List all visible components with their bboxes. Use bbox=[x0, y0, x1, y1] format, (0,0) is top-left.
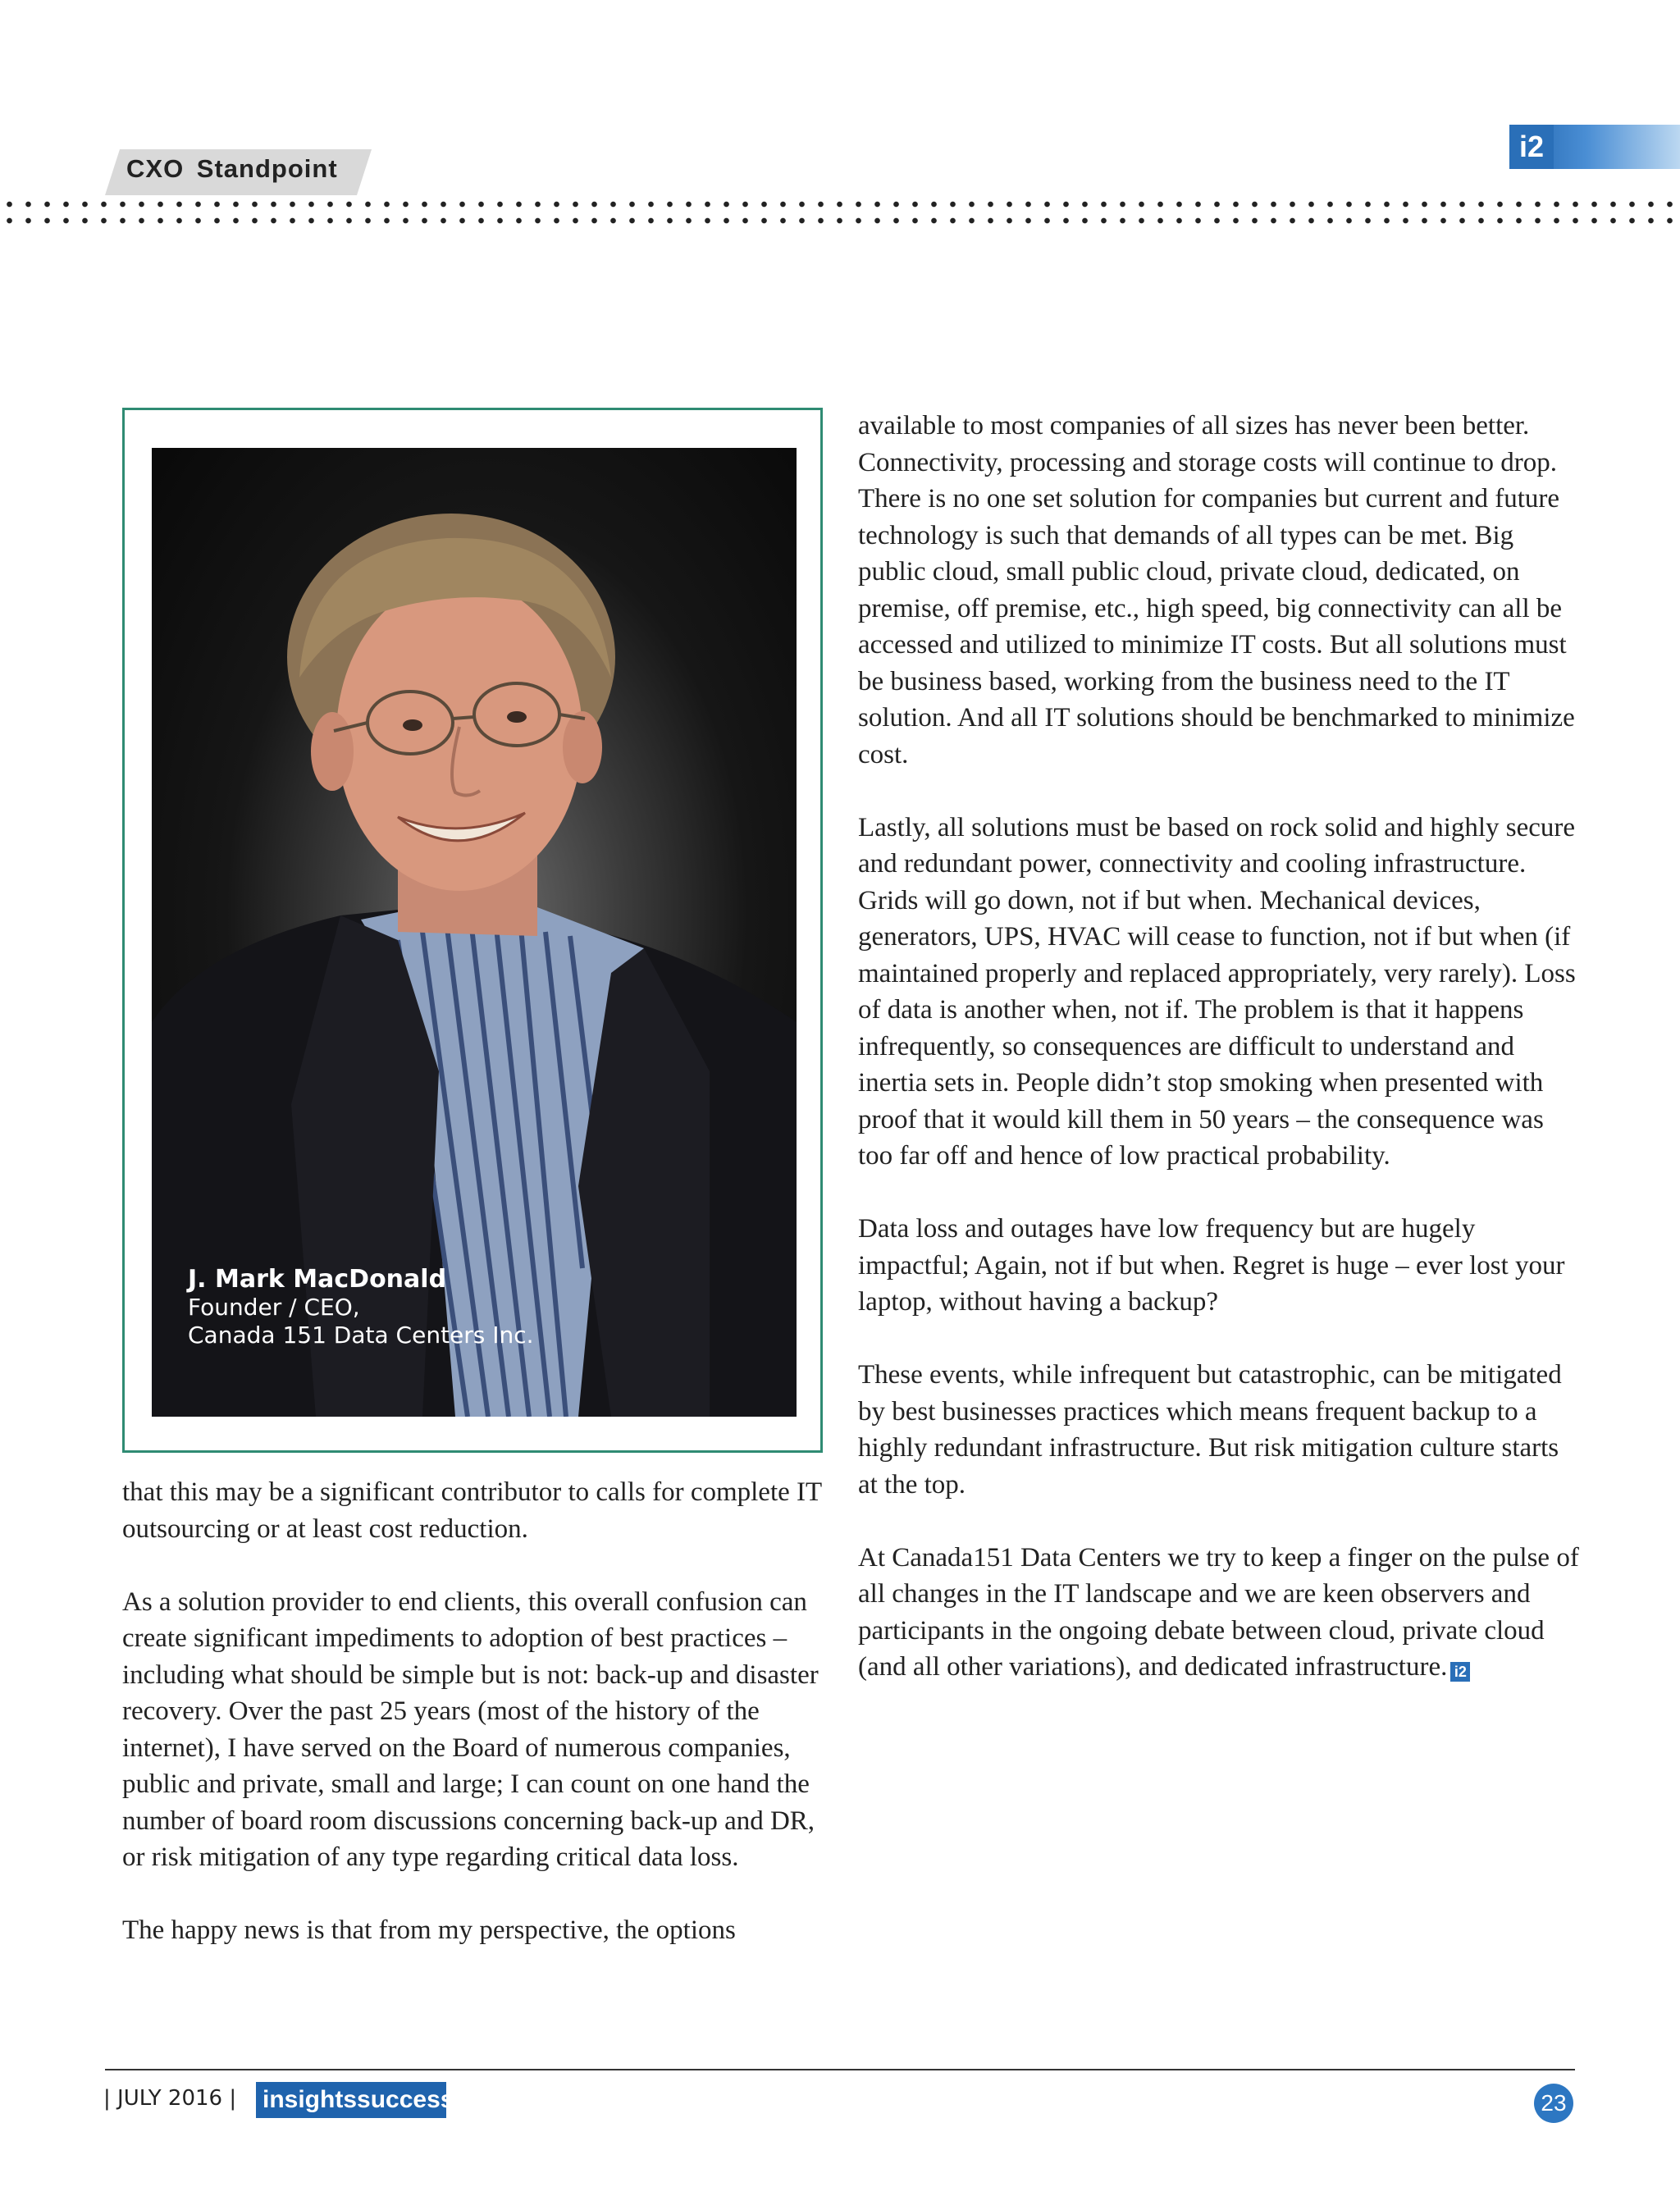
section-label: CXO Standpoint bbox=[126, 154, 338, 183]
article-paragraph: Lastly, all solutions must be based on rock solid and highly secure and redundant power, connectivity and cooling infrastructure. Grids will go down, not if but when. Mechanical devices, generators, UPS, HVAC will cease to function, not if but when (if maintained properly and replaced appropriately, very rarely). Loss of data is another when, not if. The problem is that it happens infrequently, so consequences are difficult to understand and inertia sets in. People didn’t stop smoking when presented with proof that it would kill them in 50 years – the consequence was too far off and hence of low practical probability. bbox=[858, 812, 1576, 1171]
article-paragraph: that this may be a significant contributor to calls for complete IT outsourcing or at least cost reduction. bbox=[122, 1477, 822, 1544]
dotted-rule-top bbox=[0, 201, 1680, 208]
article-column-left bbox=[122, 1474, 836, 1949]
footer-rule bbox=[105, 2069, 1575, 2070]
page-number: 23 bbox=[1534, 2084, 1573, 2123]
caption-title: Founder / CEO, bbox=[188, 1294, 360, 1321]
article-paragraph: Data loss and outages have low frequency but are hugely impactful; Again, not if but when. Regret is huge – ever lost your laptop, without having a backup? bbox=[858, 1214, 1565, 1317]
end-mark-icon: i2 bbox=[1450, 1662, 1470, 1682]
article-paragraph: The happy news is that from my perspective, the options bbox=[122, 1915, 736, 1945]
brand-logo: i2 bbox=[1509, 125, 1554, 169]
footer-date: | JULY 2016 | bbox=[103, 2086, 237, 2111]
photo-caption bbox=[188, 1266, 534, 1349]
caption-company: Canada 151 Data Centers Inc. bbox=[188, 1322, 534, 1349]
article-paragraph: These events, while infrequent but catastrophic, can be mitigated by best businesses practices which means frequent backup to a highly redundant infrastructure. But risk mitigation culture starts at the top. bbox=[858, 1360, 1562, 1500]
caption-name: J. Mark MacDonald bbox=[188, 1265, 447, 1294]
article-paragraph-final bbox=[858, 1540, 1580, 1686]
footer-logo: insightssuccess bbox=[256, 2082, 446, 2118]
final-paragraph-text: At Canada151 Data Centers we try to keep a finger on the pulse of all changes in the IT landscape and we are keen observers and participants in the ongoing debate between cloud, private cloud (and all other variations), and dedicated infrastructure. bbox=[858, 1542, 1579, 1682]
article-column-right bbox=[858, 408, 1580, 1686]
article-paragraph: As a solution provider to end clients, this overall confusion can create significant impediments to adoption of best practices – including what should be simple but is not: back-up and disaster recovery. Over the past 25 years (most of the history of the internet), I have served on the Board of numerous companies, public and private, small and large; I can count on one hand the number of board room discussions concerning back-up and DR, or risk mitigation of any type regarding critical data loss. bbox=[122, 1586, 819, 1872]
portrait-photo bbox=[152, 448, 797, 1417]
article-paragraph: available to most companies of all sizes has never been better. Connectivity, processing and storage costs will continue to drop. There is no one set solution for companies but current and future technology is such that demands of all types can be met. Big public cloud, small public cloud, private cloud, dedicated, on premise, off premise, etc., high speed, big connectivity can all be accessed and utilized to minimize IT costs. But all solutions must be business based, working from the business need to the IT solution. And all IT solutions should be benchmarked to minimize cost. bbox=[858, 411, 1575, 769]
dotted-rule-bottom bbox=[0, 217, 1680, 224]
